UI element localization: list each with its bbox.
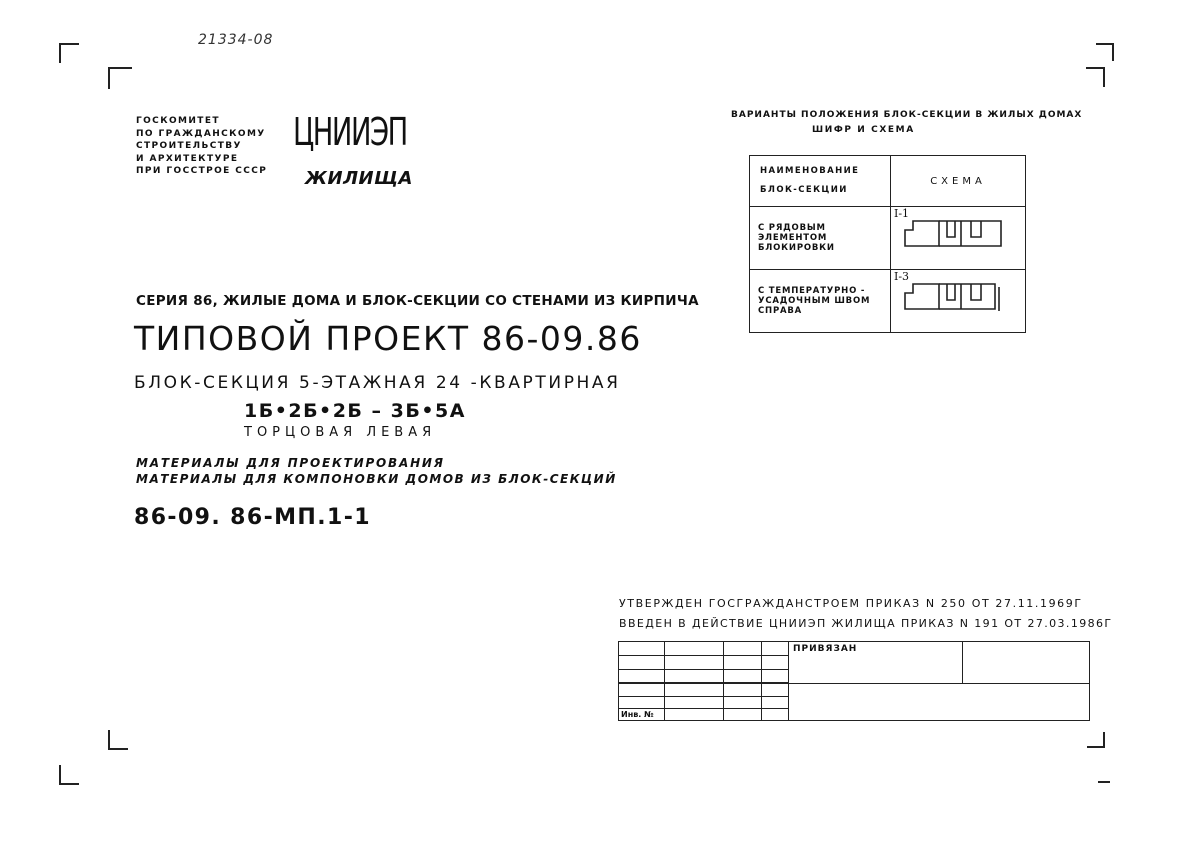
stamp-divider (962, 642, 963, 684)
organization-line: ГОСКОМИТЕТ (136, 116, 220, 126)
crop-mark-bottom-right-outer (1098, 781, 1110, 783)
variant-name-line: СПРАВА (758, 306, 803, 316)
variants-header-row (750, 156, 1026, 207)
variant-name-line: УСАДОЧНЫМ ШВОМ (758, 296, 871, 306)
header-name-line: БЛОК-СЕКЦИИ (760, 185, 848, 195)
section-description: БЛОК-СЕКЦИЯ 5-ЭТАЖНАЯ 24 -КВАРТИРНАЯ (134, 373, 621, 393)
title-stamp-block (618, 641, 1090, 721)
stamp-row-line (619, 655, 789, 656)
stamp-row-line (619, 696, 789, 697)
variant-code: I-3 (894, 270, 910, 283)
organization-line: ПО ГРАЖДАНСКОМУ (136, 128, 266, 139)
crop-mark-bottom-left-outer (59, 765, 79, 785)
variants-table (749, 155, 1026, 333)
series-title: СЕРИЯ 86, ЖИЛЫЕ ДОМА И БЛОК-СЕКЦИИ СО СТЕНАМИ ИЗ КИРПИЧА (136, 293, 699, 309)
stamp-row-line (619, 708, 789, 709)
variant-row (750, 207, 1026, 270)
stamp-row-line (619, 669, 789, 670)
logo-tsniiep: ЦНИИЭП (293, 110, 407, 154)
variant-name-cell (750, 207, 891, 270)
header-scheme-cell: СХЕМА (891, 156, 1026, 207)
variant-code: I-1 (894, 207, 910, 220)
crop-mark-top-right-inner (1086, 67, 1105, 87)
materials-line: МАТЕРИАЛЫ ДЛЯ ПРОЕКТИРОВАНИЯ (136, 456, 445, 470)
approval-line: ВВЕДЕН В ДЕЙСТВИЕ ЦНИИЭП ЖИЛИЩА ПРИКАЗ N 191 ОТ 27.03.1986Г (619, 617, 1113, 630)
variants-title: ВАРИАНТЫ ПОЛОЖЕНИЯ БЛОК-СЕКЦИИ В ЖИЛЫХ ДОМАХ (731, 110, 1083, 120)
apartment-code: 1Б•2Б•2Б – 3Б•5А (244, 400, 466, 422)
organization-line: И АРХИТЕКТУРЕ (136, 153, 239, 164)
logo-zhilishcha: ЖИЛИЩА (305, 168, 413, 189)
variant-name-line: С РЯДОВЫМ (758, 223, 826, 233)
project-title: ТИПОВОЙ ПРОЕКТ 86-09.86 (134, 319, 642, 358)
materials-line: МАТЕРИАЛЫ ДЛЯ КОМПОНОВКИ ДОМОВ ИЗ БЛОК-СЕКЦИЙ (136, 472, 617, 486)
variant-name-line: БЛОКИРОВКИ (758, 243, 835, 253)
scheme-diagram-expansion-joint (891, 271, 1025, 331)
organization-line: ПРИ ГОССТРОЕ СССР (136, 166, 268, 176)
organization-block (136, 115, 267, 178)
scheme-diagram-row-end (891, 208, 1025, 268)
crop-mark-top-right-outer (1096, 43, 1114, 61)
variant-scheme-cell (891, 270, 1026, 333)
variant-row (750, 270, 1026, 333)
organization-line: СТРОИТЕЛЬСТВУ (136, 141, 242, 151)
section-position: ТОРЦОВАЯ ЛЕВАЯ (244, 425, 437, 440)
variants-subtitle: ШИФР И СХЕМА (812, 125, 915, 135)
crop-mark-top-left-outer (59, 43, 79, 63)
header-name-cell (750, 156, 891, 207)
variant-name-line: ЭЛЕМЕНТОМ (758, 233, 828, 243)
header-name-line: НАИМЕНОВАНИЕ (760, 166, 860, 176)
crop-mark-bottom-left-inner (108, 730, 128, 750)
crop-mark-bottom-right-inner (1087, 732, 1105, 748)
crop-mark-top-left-inner (108, 67, 132, 89)
variant-scheme-cell (891, 207, 1026, 270)
approval-line: УТВЕРЖДЕН ГОСГРАЖДАНСТРОЕМ ПРИКАЗ N 250 ОТ 27.11.1969Г (619, 597, 1083, 610)
variant-name-cell (750, 270, 891, 333)
stamp-row-line (619, 683, 1089, 684)
variant-name-line: С ТЕМПЕРАТУРНО - (758, 286, 866, 296)
document-number: 86-09. 86-МП.1-1 (134, 505, 371, 530)
stamp-inventory-label: Инв. № (621, 710, 654, 719)
handwritten-archive-number: 21334-08 (198, 32, 274, 48)
stamp-privyazan-label: ПРИВЯЗАН (793, 644, 858, 654)
